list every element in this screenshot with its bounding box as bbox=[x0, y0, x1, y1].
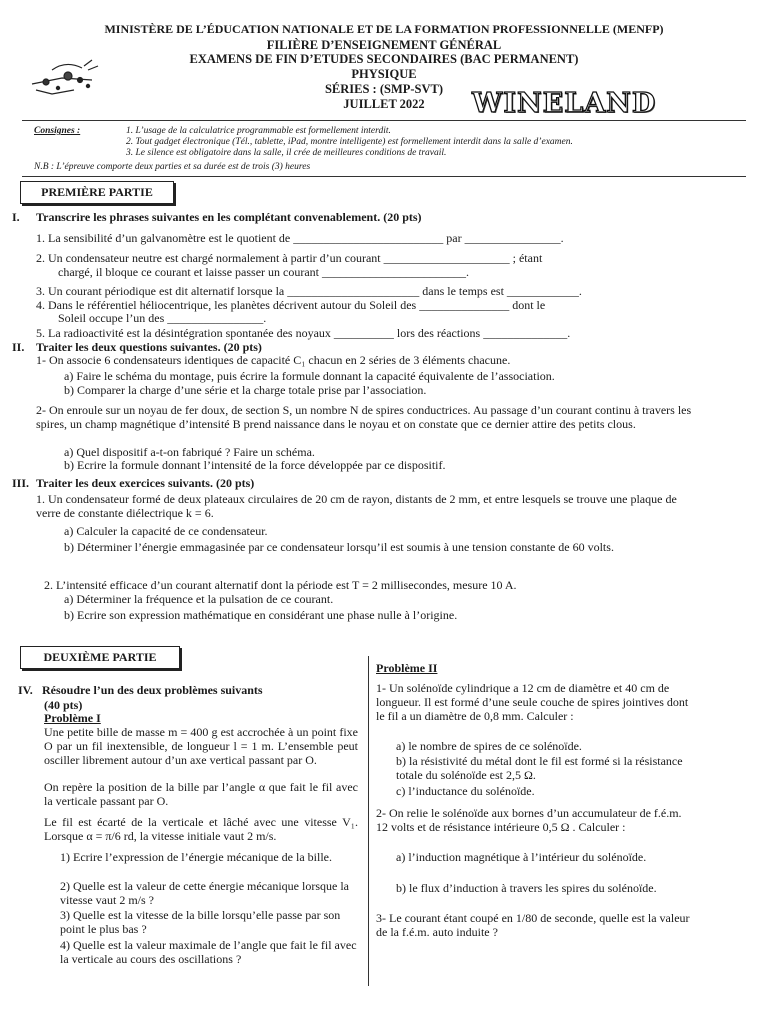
column-divider bbox=[368, 656, 369, 986]
section-4-points: (40 pts) bbox=[44, 698, 83, 712]
problem-1-question-2: 2) Quelle est la valeur de cette énergie mécanique lorsque la vitesse vaut 2 m/s ? bbox=[60, 879, 349, 907]
problem-1-text-1: Une petite bille de masse m = 400 g est accrochée à un point fixe O par un fil inextensible, de longueur l = 1 m. L’ensemble peut osciller librement autour d’un axe vertical passant par O. bbox=[44, 725, 358, 767]
nb-note: N.B : L’épreuve comporte deux parties et sa durée est de trois (3) heures bbox=[34, 162, 311, 172]
s3-question-2: 2. L’intensité efficace d’un courant alternatif dont la période est T = 2 millisecondes, mesure 10 A. bbox=[44, 578, 517, 592]
problem-2-question-1a: a) le nombre de spires de ce solénoïde. bbox=[396, 739, 582, 753]
header-date: JUILLET 2022 bbox=[343, 97, 425, 111]
s1-question-4b: Soleil occupe l’un des ________________. bbox=[58, 311, 267, 325]
header-rule bbox=[22, 120, 746, 121]
section-2-number: II. bbox=[12, 340, 25, 354]
s2-question-2b: b) Ecrire la formule donnant l’intensité de la force développée par ce dispositif. bbox=[64, 458, 446, 472]
problem-1-text-3: Le fil est écarté de la verticale et lâché avec une vitesse V₁. Lorsque α = π/6 rd, la vitesse initiale vaut 2 m/s. bbox=[44, 815, 358, 843]
section-4-title: Résoudre l’un des deux problèmes suivants bbox=[42, 683, 263, 697]
section-1-title: Transcrire les phrases suivantes en les complétant convenablement. (20 pts) bbox=[36, 210, 422, 224]
s2-question-2: 2- On enroule sur un noyau de fer doux, de section S, un nombre N de spires conductrices. Au passage d’un courant continu à travers les spires, un champ magnétique d’intensité B prend naissance dans le noyau et on constate que ce dernier attire des petits clous. bbox=[36, 403, 692, 431]
part2-title: DEUXIÈME PARTIE bbox=[20, 646, 180, 669]
s3-question-1: 1. Un condensateur formé de deux plateaux circulaires de 20 cm de rayon, distants de 2 mm, et entre lesquels se trouve une plaque de verre de constante diélectrique k = 6. bbox=[36, 492, 677, 520]
problem-2-question-1: 1- Un solénoïde cylindrique a 12 cm de diamètre et 40 cm de longueur. Il est formé d’une seule couche de spires jointives dont le fil a un diamètre de 0,8 mm. Calculer : bbox=[376, 681, 689, 723]
s1-question-2b: chargé, il bloque ce courant et laisse passer un courant ________________________. bbox=[58, 265, 470, 279]
consigne-item-1: 1. L’usage de la calculatrice programmable est formellement interdit. bbox=[126, 126, 391, 136]
s1-question-2a: 2. Un condensateur neutre est chargé normalement à partir d’un courant _____________________ ; étant bbox=[36, 251, 543, 265]
problem-2-question-2a: a) l’induction magnétique à l’intérieur du solénoïde. bbox=[396, 850, 647, 864]
problem-2-question-3: 3- Le courant étant coupé en 1/80 de seconde, quelle est la valeur de la f.é.m. auto induite ? bbox=[376, 911, 690, 939]
consignes-label: Consignes : bbox=[34, 126, 81, 136]
s1-question-3: 3. Un courant périodique est dit alternatif lorsque la ______________________ dans le temps est ____________. bbox=[36, 284, 582, 298]
s2-question-1: 1- On associe 6 condensateurs identiques de capacité C₁ chacun en 2 séries de 3 éléments chacune. bbox=[36, 353, 511, 367]
problem-1-question-1: 1) Ecrire l’expression de l’énergie mécanique de la bille. bbox=[60, 850, 332, 864]
problem-1-question-3: 3) Quelle est la vitesse de la bille lorsqu’elle passe par son point le plus bas ? bbox=[60, 908, 341, 936]
problem-2-question-1c: c) l’inductance du solénoïde. bbox=[396, 784, 535, 798]
s2-question-1b: b) Comparer la charge d’une série et la charge totale prise par l’association. bbox=[64, 383, 427, 397]
problem-2-question-2: 2- On relie le solénoïde aux bornes d’un accumulateur de f.é.m. 12 volts et de résistance intérieure 0,5 Ω . Calculer : bbox=[376, 806, 682, 834]
consigne-item-2: 2. Tout gadget électronique (Tél., tablette, iPad, montre intelligente) est formellement interdit dans la salle d’examen. bbox=[126, 137, 573, 147]
problem-2-question-2b: b) le flux d’induction à travers les spires du solénoïde. bbox=[396, 881, 657, 895]
problem-1-question-4: 4) Quelle est la valeur maximale de l’angle que fait le fil avec la verticale au cours des oscillations ? bbox=[60, 938, 357, 966]
header-ministry: MINISTÈRE DE L’ÉDUCATION NATIONALE ET DE LA FORMATION PROFESSIONNELLE (MENFP) bbox=[104, 22, 664, 36]
section-3-title: Traiter les deux exercices suivants. (20 pts) bbox=[36, 476, 255, 490]
consigne-item-3: 3. Le silence est obligatoire dans la salle, il crée de meilleures conditions de travail. bbox=[126, 148, 447, 158]
problem-1-text-2: On repère la position de la bille par l’angle α que fait le fil avec la verticale passant par O. bbox=[44, 780, 358, 808]
s3-question-2a: a) Déterminer la fréquence et la pulsation de ce courant. bbox=[64, 592, 334, 606]
s3-question-2b: b) Ecrire son expression mathématique en considérant une phase nulle à l’origine. bbox=[64, 608, 458, 622]
s2-question-2a: a) Quel dispositif a-t-on fabriqué ? Faire un schéma. bbox=[64, 445, 315, 459]
section-2-title: Traiter les deux questions suivantes. (20 pts) bbox=[36, 340, 262, 354]
header-subject: PHYSIQUE bbox=[351, 67, 417, 81]
logo-icon bbox=[22, 50, 112, 100]
s1-question-4a: 4. Dans le référentiel héliocentrique, les planètes décrivent autour du Soleil des _______________ dont le bbox=[36, 298, 546, 312]
part1-title: PREMIÈRE PARTIE bbox=[20, 181, 174, 204]
header-exam: EXAMENS DE FIN D’ETUDES SECONDAIRES (BAC PERMANENT) bbox=[189, 52, 579, 66]
header-series: SÉRIES : (SMP-SVT) bbox=[324, 82, 444, 96]
section-1-number: I. bbox=[12, 210, 20, 224]
problem-1-title: Problème I bbox=[44, 711, 101, 725]
s3-question-1a: a) Calculer la capacité de ce condensateur. bbox=[64, 524, 268, 538]
problem-2-title: Problème II bbox=[376, 661, 438, 675]
s1-question-1: 1. La sensibilité d’un galvanomètre est le quotient de _________________________ par ________________. bbox=[36, 231, 564, 245]
consignes-rule bbox=[22, 176, 746, 177]
s2-question-1a: a) Faire le schéma du montage, puis écrire la formule donnant la capacité équivalente de l’association. bbox=[64, 369, 555, 383]
brand-logo: WINELAND bbox=[472, 88, 657, 119]
s3-question-1b: b) Déterminer l’énergie emmagasinée par ce condensateur lorsqu’il est soumis à une tension constante de 60 volts. bbox=[64, 540, 614, 554]
section-4-number: IV. bbox=[18, 683, 33, 697]
problem-2-question-1b: b) la résistivité du métal dont le fil est formé si la résistance totale du solénoïde est 2,5 Ω. bbox=[396, 754, 683, 782]
s1-question-5: 5. La radioactivité est la désintégration spontanée des noyaux __________ lors des réactions ______________. bbox=[36, 326, 571, 340]
header-filiere: FILIÈRE D’ENSEIGNEMENT GÉNÉRAL bbox=[266, 38, 502, 52]
section-3-number: III. bbox=[12, 476, 30, 490]
